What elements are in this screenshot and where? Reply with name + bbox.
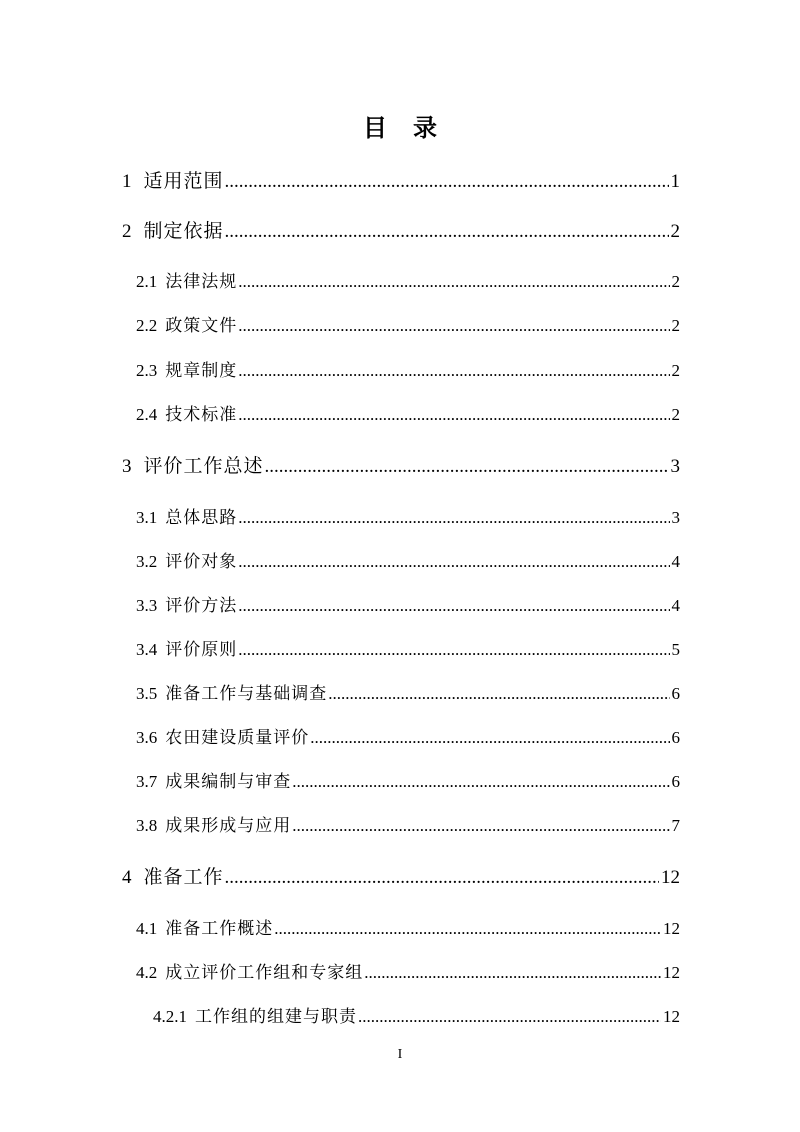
toc-entry-page: 6	[671, 728, 680, 747]
toc-entry-title: 评价工作总述	[143, 455, 264, 477]
toc-entry-number: 3.7	[136, 772, 158, 791]
toc-entry-3-5[interactable]	[136, 679, 680, 709]
toc-entry-number: 4.1	[136, 919, 158, 938]
toc-entry-number: 4.2.1	[153, 1007, 187, 1026]
toc-leader-dots	[238, 547, 669, 577]
toc-entry-3-1[interactable]	[136, 503, 680, 533]
toc-entry-number: 3.6	[136, 728, 158, 747]
toc-entry-page: 12	[663, 963, 680, 982]
toc-entry-number: 3	[122, 456, 132, 477]
toc-leader-dots	[225, 863, 659, 893]
toc-entry-title: 准备工作概述	[165, 919, 274, 939]
toc-leader-dots	[364, 958, 661, 988]
toc-leader-dots	[238, 635, 669, 665]
toc-entry-title: 准备工作与基础调查	[165, 684, 328, 704]
toc-leader-dots	[225, 217, 669, 247]
toc-entry-title: 适用范围	[143, 170, 224, 192]
toc-leader-dots	[328, 679, 669, 709]
toc-leader-dots	[358, 1002, 661, 1032]
toc-entry-2-3[interactable]	[136, 356, 680, 386]
toc-entry-page: 2	[671, 316, 680, 335]
toc-entry-page: 4	[671, 596, 680, 615]
toc-entry-title: 成果编制与审查	[165, 772, 292, 792]
toc-entry-2-4[interactable]	[136, 400, 680, 430]
toc-entry-page: 1	[670, 171, 680, 192]
toc-entry-3-7[interactable]	[136, 767, 680, 797]
page-footer-number: I	[397, 1047, 403, 1062]
toc-entry-title: 政策文件	[165, 316, 238, 336]
toc-leader-dots	[265, 452, 669, 482]
toc-leader-dots	[238, 591, 669, 621]
toc-entry-1[interactable]	[122, 166, 680, 196]
toc-entry-page: 7	[671, 816, 680, 835]
toc-entry-3[interactable]	[122, 451, 680, 481]
toc-entry-page: 12	[661, 867, 680, 888]
toc-entry-number: 1	[122, 171, 132, 192]
toc-entry-number: 2.3	[136, 361, 158, 380]
toc-entry-4-2[interactable]	[136, 958, 680, 988]
toc-entry-page: 2	[670, 221, 680, 242]
toc-entry-page: 3	[670, 456, 680, 477]
toc-leader-dots	[238, 311, 669, 341]
toc-entry-3-3[interactable]	[136, 591, 680, 621]
toc-entry-title: 总体思路	[165, 508, 238, 528]
toc-entry-4-2-1[interactable]	[153, 1002, 680, 1032]
toc-entry-number: 3.5	[136, 684, 158, 703]
toc-entry-title: 法律法规	[165, 272, 238, 292]
toc-entry-title: 工作组的组建与职责	[195, 1007, 357, 1027]
toc-entry-number: 2.1	[136, 272, 158, 291]
toc-entry-page: 3	[671, 508, 680, 527]
toc-entry-page: 6	[671, 684, 680, 703]
toc-entry-title: 准备工作	[143, 866, 224, 888]
toc-entry-4-1[interactable]	[136, 914, 680, 944]
toc-entry-title: 技术标准	[165, 405, 238, 425]
toc-entry-number: 2.4	[136, 405, 158, 424]
toc-leader-dots	[292, 811, 669, 841]
toc-entry-number: 2	[122, 221, 132, 242]
toc-entry-number: 3.1	[136, 508, 158, 527]
page-title-left: 目	[363, 114, 387, 142]
toc-entry-title: 制定依据	[143, 220, 224, 242]
toc-leader-dots	[274, 914, 661, 944]
toc-entry-number: 4.2	[136, 963, 158, 982]
toc-leader-dots	[292, 767, 669, 797]
toc-entry-3-4[interactable]	[136, 635, 680, 665]
toc-entry-title: 规章制度	[165, 361, 238, 381]
toc-entry-3-8[interactable]	[136, 811, 680, 841]
toc-entry-page: 5	[671, 640, 680, 659]
toc-entry-number: 3.8	[136, 816, 158, 835]
toc-entry-title: 评价原则	[165, 640, 238, 660]
toc-entry-number: 3.2	[136, 552, 158, 571]
page-title-right: 录	[413, 114, 437, 142]
toc-entry-page: 4	[671, 552, 680, 571]
toc-leader-dots	[238, 356, 669, 386]
toc-entry-page: 12	[663, 1007, 680, 1026]
toc-entry-title: 成果形成与应用	[165, 816, 292, 836]
toc-entry-2-2[interactable]	[136, 311, 680, 341]
toc-leader-dots	[238, 400, 669, 430]
toc-entry-page: 2	[671, 361, 680, 380]
toc-entry-number: 4	[122, 867, 132, 888]
toc-entry-3-6[interactable]	[136, 723, 680, 753]
toc-entry-number: 3.3	[136, 596, 158, 615]
toc-entry-title: 成立评价工作组和专家组	[165, 963, 364, 983]
toc-entry-2-1[interactable]	[136, 267, 680, 297]
toc-entry-title: 评价方法	[165, 596, 238, 616]
toc-entry-title: 农田建设质量评价	[165, 728, 310, 748]
toc-entry-page: 12	[663, 919, 680, 938]
toc-entry-4[interactable]	[122, 862, 680, 892]
toc-leader-dots	[238, 503, 669, 533]
toc-entry-3-2[interactable]	[136, 547, 680, 577]
toc-leader-dots	[310, 723, 669, 753]
toc-entry-number: 2.2	[136, 316, 158, 335]
toc-entry-page: 2	[671, 272, 680, 291]
toc-leader-dots	[225, 167, 669, 197]
toc-leader-dots	[238, 267, 669, 297]
toc-entry-title: 评价对象	[165, 552, 238, 572]
toc-entry-number: 3.4	[136, 640, 158, 659]
toc-entry-2[interactable]	[122, 216, 680, 246]
toc-entry-page: 6	[671, 772, 680, 791]
toc-entry-page: 2	[671, 405, 680, 424]
